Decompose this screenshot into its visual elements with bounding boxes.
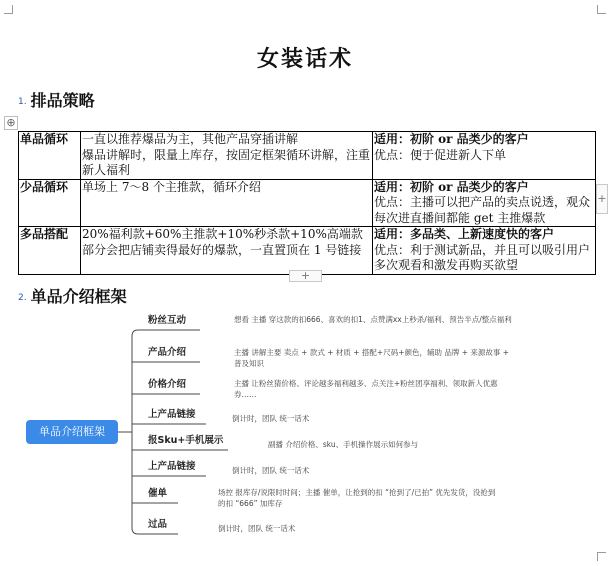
method-line: 部分会把店铺卖得最好的爆款，一直置顶在 1 号链接 <box>82 242 362 257</box>
table-move-handle-icon[interactable]: ⊕ <box>4 116 18 130</box>
mindmap-branch-label[interactable]: 报Sku+手机展示 <box>148 435 224 446</box>
mindmap-branch-description: 主播 让粉丝猜价格、评论越多福利越多、点关注+粉丝团享福利、领取新人优惠券…… <box>234 379 498 399</box>
method-line: 单场上 7～8 个主推款，循环介绍 <box>82 179 261 194</box>
fit-text: 适用：多品类、上新速度快的客户 <box>374 227 555 241</box>
mindmap-branch-label[interactable]: 上产品链接 <box>148 409 196 420</box>
table-cell-name[interactable]: 少品循环 <box>19 179 81 227</box>
mindmap-branch-label[interactable]: 催单 <box>148 488 168 499</box>
list-number: 1. <box>18 97 27 107</box>
mindmap-branch-description: 倒计时，团队 统一话术 <box>232 414 310 423</box>
fit-text: 适用：初阶 or 品类少的客户 <box>374 179 529 194</box>
fit-text: 适用：初阶 or 品类少的客户 <box>374 132 529 146</box>
table-cell-name[interactable]: 多品搭配 <box>19 227 81 275</box>
heading-text: 排品策略 <box>30 91 95 110</box>
method-line: 一直以推荐爆品为主，其他产品穿插讲解 <box>82 132 299 146</box>
mindmap-root-node[interactable]: 单品介绍框架 <box>26 420 118 444</box>
merit-text: 优点：利于测试新品，并且可以吸引用户多次观看和激发再购买欲望 <box>374 242 591 272</box>
mindmap-branch-label[interactable]: 价格介绍 <box>148 379 187 390</box>
document-title: 女装话术 <box>256 46 353 72</box>
add-column-button[interactable]: + <box>596 184 608 214</box>
table-cell-name[interactable]: 单品循环 <box>19 132 81 180</box>
merit-text: 优点：便于促进新人下单 <box>374 147 507 162</box>
add-row-button[interactable]: + <box>289 270 322 282</box>
mindmap-branch-description: 场控 报库存/说限时时间；主播 催单，让抢到的扣 “抢到了/已拍” 优先发货，没抢到的扣 “666” 加库存 <box>218 488 496 508</box>
mindmap-branch-description: 倒计时，团队 统一话术 <box>232 466 310 475</box>
mindmap-branch-description: 副播 介绍价格、sku、手机操作展示如何参与 <box>268 440 419 449</box>
mindmap-branch-label[interactable]: 上产品链接 <box>148 461 196 472</box>
mindmap-branch-label[interactable]: 粉丝互动 <box>148 315 187 326</box>
mindmap-branch-label[interactable]: 产品介绍 <box>148 347 187 358</box>
method-line: 20%福利款+60%主推款+10%秒杀款+10%高端款 <box>82 227 363 241</box>
method-line: 爆品讲解时，限量上库存，按固定框架循环讲解，注重新人福利 <box>82 147 371 177</box>
mindmap-branch-description: 想看 主播 穿这款的扣666、喜欢的扣1、点赞满xx上秒杀/福利、预告半点/整点福利 <box>234 315 512 324</box>
mindmap-branch-description: 倒计时，团队 统一话术 <box>218 524 296 533</box>
heading-text: 单品介绍框架 <box>30 287 127 306</box>
mindmap-branch-label[interactable]: 过品 <box>148 519 168 530</box>
merit-text: 优点：主播可以把产品的卖点说透，观众每次进直播间都能 get 主推爆款 <box>374 195 591 225</box>
mindmap-branch-description: 主播 讲解主要 卖点 + 款式 + 材质 + 搭配+尺码+颜色，辅助 品牌 + 来源故事 + 普及知识 <box>234 348 510 368</box>
list-number: 2. <box>18 293 27 303</box>
